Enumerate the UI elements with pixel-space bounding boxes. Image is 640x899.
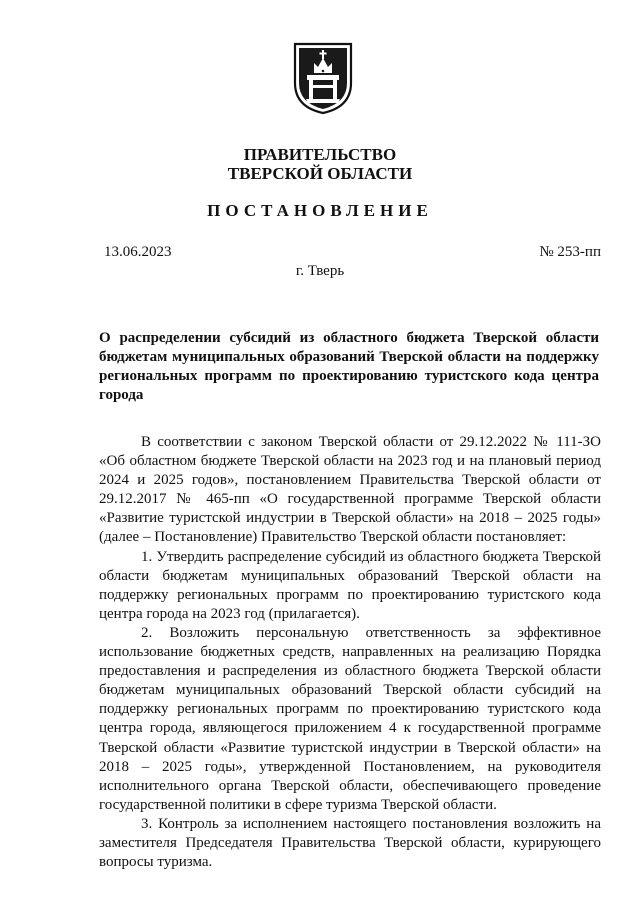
- document-city: г. Тверь: [295, 263, 345, 279]
- document-number: № 253-пп: [539, 244, 601, 260]
- org-name-line2: ТВЕРСКОЙ ОБЛАСТИ: [227, 164, 413, 183]
- intro-paragraph: В соответствии с законом Тверской области от 29.12.2022 № 111-ЗО «Об областном бюджете Тверской области на 2023 год и на плановый период 2024 и 2025 годов», постановлением Правительства Тверской области от 29.12.2017 № 465-пп «О государственной программе Тверской области «Развитие туристской индустрии в Тверской области» на 2018 – 2025 годы» (далее – Постановление) Правительство Тверской области постановляет:: [99, 434, 601, 546]
- coat-of-arms-icon: [292, 41, 354, 115]
- document-body: [99, 433, 601, 872]
- item-2-paragraph: 2. Возложить персональную ответственность за эффективное использование бюджетных средств, направленных на реализацию Порядка предоставления и распределения из областного бюджета Тверской области бюджетам муниципальных образований Тверской области субсидий на поддержку региональных программ по проектированию туристского кода центра города, являющегося приложением 4 к государственной программе Тверской области «Развитие туристской индустрии в Тверской области» на 2018 – 2025 годы», утвержденной Постановлением, на руководителя исполнительного органа Тверской области, обеспечивающего проведение государственной политики в сфере туризма Тверской области.: [99, 624, 601, 813]
- item-3-paragraph: 3. Контроль за исполнением настоящего постановления возложить на заместителя Председателя Правительства Тверской области, курирующего вопросы туризма.: [99, 815, 601, 871]
- item-1-paragraph: 1. Утвердить распределение субсидий из областного бюджета Тверской области бюджетам муниципальных образований Тверской области на поддержку региональных программ по проектированию туристского кода центра города на 2023 год (прилагается).: [99, 548, 601, 622]
- document-date: 13.06.2023: [104, 244, 172, 260]
- document-type-title: ПОСТАНОВЛЕНИЕ: [207, 201, 433, 220]
- org-name-line1: ПРАВИТЕЛЬСТВО: [243, 145, 397, 164]
- document-subject: О распределении субсидий из областного бюджета Тверской области бюджетам муниципальных образований Тверской области на поддержку региональных программ по проектированию туристского кода центра города: [99, 330, 599, 403]
